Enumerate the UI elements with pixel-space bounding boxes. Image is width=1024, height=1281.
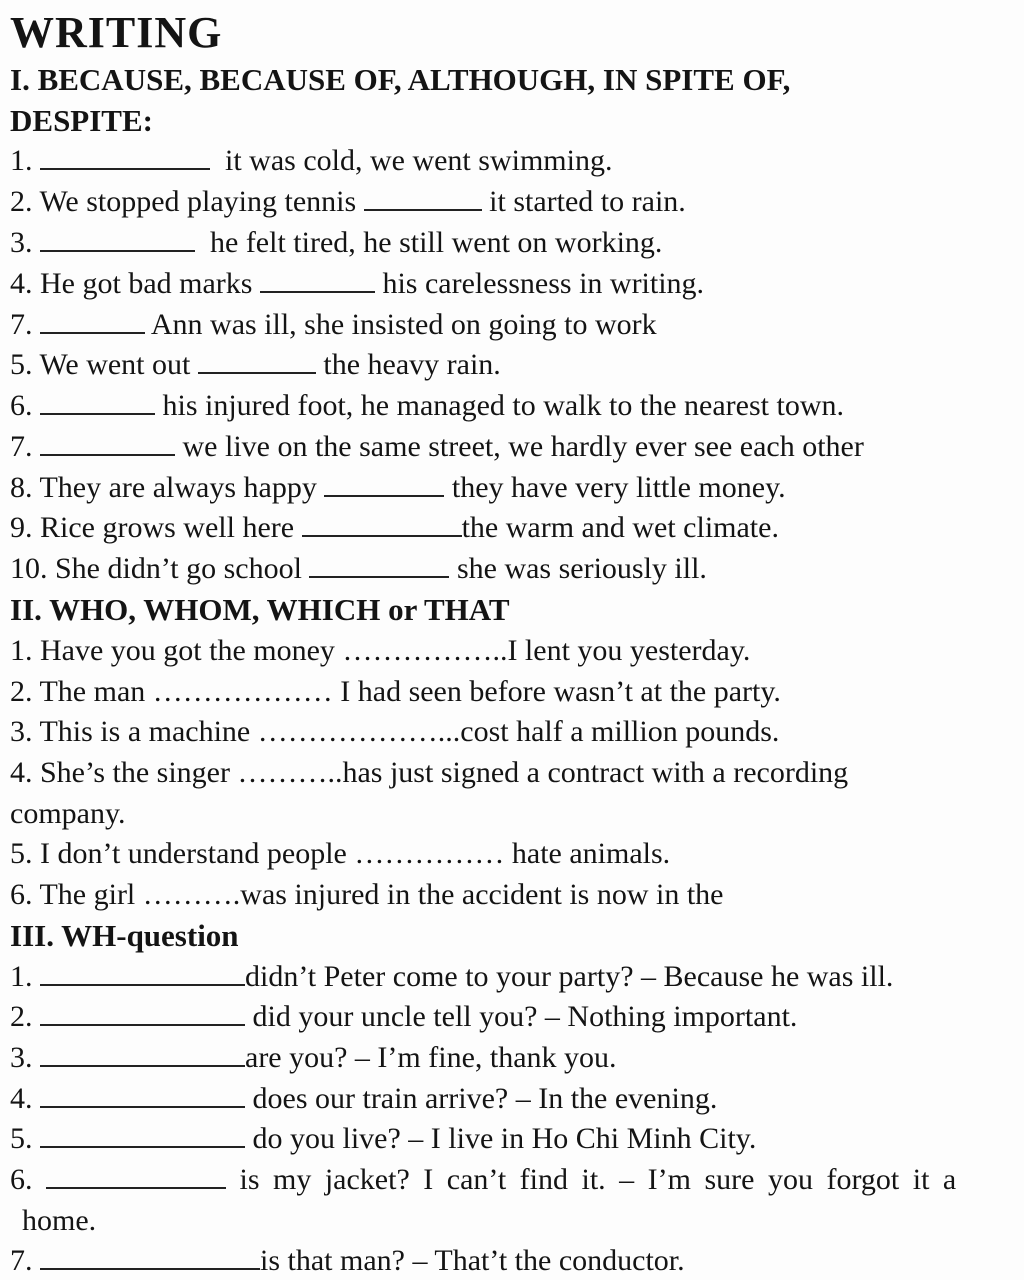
item-text: the heavy rain. [323,348,501,381]
item-text: it was cold, we went swimming. [225,144,613,177]
s1-item-2 [10,184,686,222]
item-number: 8. [10,471,33,504]
answer-blank[interactable] [364,185,482,211]
s3-item-6 [10,1162,1024,1198]
s1-item-3 [10,225,662,263]
item-text: She didn’t go school [55,552,302,585]
item-text: This is a machine [39,715,251,748]
item-text: didn’t Peter come to your party? – Because he was ill. [245,960,894,993]
item-number: 6. [10,1163,33,1196]
page-title: WRITING [10,8,223,57]
item-text: hate animals. [504,837,671,870]
answer-blank[interactable] [198,348,316,374]
item-text: is that man? – That’t the conductor. [260,1244,685,1277]
s3-item-2 [10,999,797,1037]
item-number: 7. [10,1244,33,1277]
item-text: .cost half a million pounds. [452,715,780,748]
item-number: 5. [10,837,33,870]
item-number: 3. [10,715,33,748]
answer-blank[interactable] [302,511,462,537]
answer-dots[interactable]: ……………. [342,634,500,667]
item-text: home. [22,1204,97,1237]
item-text: we live on the same street, we hardly ever see each other [182,430,864,463]
item-number: 1. [10,960,33,993]
answer-blank[interactable] [40,226,195,252]
s3-item-6-continued [22,1203,96,1241]
item-number: 4. [10,1082,33,1115]
answer-blank[interactable] [40,389,155,415]
answer-blank[interactable] [40,430,175,456]
item-number: 3. [10,1041,33,1074]
s2-item-5 [10,836,670,874]
item-number: 1. [10,634,33,667]
s2-item-2 [10,674,781,712]
item-text: is my jacket? I can’t find it. – I’m sure you forgot it a [239,1163,957,1196]
item-text: he felt tired, he still went on working. [210,226,663,259]
item-number: 10. [10,552,48,585]
item-text: his injured foot, he managed to walk to the nearest town. [162,389,844,422]
section-1-heading-line-2: DESPITE: [10,103,153,138]
s3-item-5 [10,1121,756,1159]
answer-blank[interactable] [40,1082,245,1108]
item-text: .I lent you yesterday. [499,634,751,667]
item-text: I had seen before wasn’t at the party. [332,675,781,708]
s3-item-1 [10,959,893,997]
item-text: The man [39,675,146,708]
answer-blank[interactable] [40,1244,260,1270]
answer-dots[interactable]: ……… [142,878,233,911]
item-number: 4. [10,267,33,300]
answer-blank[interactable] [40,308,145,334]
item-number: 1. [10,144,33,177]
item-text: Ann was ill, she insisted on going to work [150,308,657,341]
answer-blank[interactable] [309,552,449,578]
item-number: 3. [10,226,33,259]
item-number: 2. [10,675,33,708]
answer-dots[interactable]: ……………… [152,675,333,708]
item-text: .has just signed a contract with a recording [334,756,849,789]
s1-item-9 [10,470,786,508]
answer-blank[interactable] [324,471,444,497]
answer-blank[interactable] [40,960,245,986]
item-number: 5. [10,1122,33,1155]
section-1-heading-line-1: I. BECAUSE, BECAUSE OF, ALTHOUGH, IN SPITE OF, [10,62,791,97]
item-text: .was injured in the accident is now in the [232,878,724,911]
item-number: 9. [10,511,33,544]
item-text: it started to rain. [489,185,686,218]
s1-item-7 [10,388,844,426]
item-text: Rice grows well here [40,511,295,544]
item-text: They are always happy [39,471,317,504]
item-text: do you live? – I live in Ho Chi Minh City. [252,1122,757,1155]
s2-item-3 [10,714,779,752]
item-text: We stopped playing tennis [39,185,357,218]
item-text: The girl [39,878,136,911]
answer-blank[interactable] [40,1000,245,1026]
s2-item-1 [10,633,750,671]
s3-item-4 [10,1081,717,1119]
answer-blank[interactable] [40,144,210,170]
item-number: 7. [10,430,33,463]
item-text: they have very little money. [451,471,786,504]
answer-blank[interactable] [46,1163,226,1189]
section-3-heading: III. WH-question [10,918,239,953]
s1-item-10 [10,510,779,548]
s2-item-6 [10,877,724,915]
s1-item-8 [10,429,864,467]
section-2-heading: II. WHO, WHOM, WHICH or THAT [10,592,510,627]
item-number: 5. [10,348,33,381]
answer-dots[interactable]: ……………….. [257,715,453,748]
s2-item-4-continued [10,796,126,834]
answer-blank[interactable] [40,1041,245,1067]
item-number: 6. [10,878,33,911]
item-text: are you? – I’m fine, thank you. [245,1041,617,1074]
item-number: 6. [10,389,33,422]
s1-item-11 [10,551,707,589]
s1-item-6 [10,347,501,385]
answer-dots[interactable]: ………. [237,756,335,789]
item-text: his carelessness in writing. [382,267,705,300]
answer-blank[interactable] [260,267,375,293]
s1-item-5 [10,307,657,345]
s3-item-7 [10,1243,685,1281]
answer-blank[interactable] [40,1122,245,1148]
answer-dots[interactable]: …………… [354,837,505,870]
item-text: She’s the singer [40,756,230,789]
item-text: the warm and wet climate. [461,511,779,544]
item-number: 7. [10,308,33,341]
item-text: He got bad marks [40,267,253,300]
item-text: does our train arrive? – In the evening. [252,1082,718,1115]
item-text: I don’t understand people [40,837,347,870]
item-text: she was seriously ill. [456,552,707,585]
s1-item-1 [10,143,612,181]
item-number: 2. [10,185,33,218]
item-text: We went out [39,348,191,381]
item-text: did your uncle tell you? – Nothing important. [252,1000,798,1033]
item-text: company. [10,797,126,830]
s3-item-3 [10,1040,617,1078]
item-number: 2. [10,1000,33,1033]
s1-item-4 [10,266,704,304]
item-text: Have you got the money [40,634,335,667]
s2-item-4 [10,755,848,793]
item-number: 4. [10,756,33,789]
